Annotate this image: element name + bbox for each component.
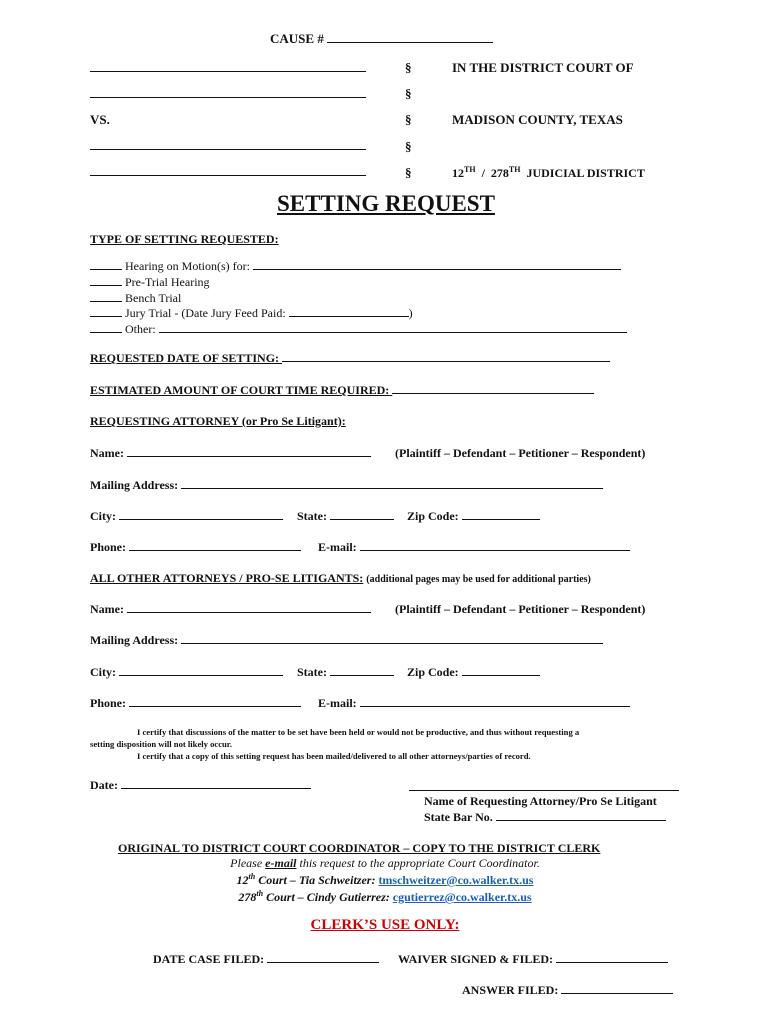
hearing-motion-field[interactable] [253, 259, 621, 270]
option-bench: Bench Trial [90, 291, 181, 306]
party-line-3[interactable] [90, 149, 366, 150]
oth-zip-field[interactable] [462, 665, 540, 676]
please-email-line: Please e-mail this request to the appropriate Court Coordinator. [230, 856, 540, 870]
req-email-field[interactable] [360, 540, 630, 551]
vs-label: VS. [90, 112, 110, 127]
other-field[interactable] [159, 322, 627, 333]
waiver-line: WAIVER SIGNED & FILED: [398, 952, 668, 967]
clerk-use-heading: CLERK’S USE ONLY: [310, 917, 460, 933]
option-other: Other: [90, 322, 627, 337]
court-12-email-link[interactable]: tmschweitzer@co.walker.tx.us [378, 873, 534, 887]
option-checkbox-line[interactable] [90, 306, 122, 317]
oth-mailing-field[interactable] [181, 633, 603, 644]
requesting-attorney-heading: REQUESTING ATTORNEY (or Pro Se Litigant): [90, 414, 346, 428]
court-line-2: MADISON COUNTY, TEXAS [452, 112, 623, 127]
req-name-field[interactable] [127, 446, 371, 457]
certify-line-1b: setting disposition will not likely occur. [90, 739, 232, 749]
court-278-contact: 278th Court – Cindy Gutierrez: cgutierrez@co.walker.tx.us [238, 889, 532, 904]
party-line-1[interactable] [90, 71, 366, 72]
signature-name-label: Name of Requesting Attorney/Pro Se Litigant [424, 794, 657, 808]
section-symbol: § [405, 86, 412, 101]
date-case-filed-line: DATE CASE FILED: [153, 952, 379, 967]
req-phone-field[interactable] [129, 540, 301, 551]
section-symbol: § [405, 112, 412, 127]
oth-zip-line: Zip Code: [407, 665, 540, 680]
req-zip-field[interactable] [462, 509, 540, 520]
option-pretrial: Pre-Trial Hearing [90, 275, 210, 290]
cause-number-field[interactable] [327, 32, 493, 43]
court-line-1: IN THE DISTRICT COURT OF [452, 60, 634, 75]
req-zip-line: Zip Code: [407, 509, 540, 524]
oth-name-field[interactable] [127, 602, 371, 613]
req-mailing-field[interactable] [181, 478, 603, 489]
requested-date-field[interactable] [282, 351, 610, 362]
oth-state-line: State: [297, 665, 394, 680]
type-setting-heading: TYPE OF SETTING REQUESTED: [90, 232, 279, 246]
oth-email-field[interactable] [360, 696, 630, 707]
option-checkbox-line[interactable] [90, 291, 122, 302]
req-email-line: E-mail: [318, 540, 630, 555]
oth-name-line: Name: [90, 602, 371, 617]
bar-number-field[interactable] [496, 810, 666, 821]
other-attorneys-heading-line: ALL OTHER ATTORNEYS / PRO-SE LITIGANTS: (additional pages may be used for additional parties) [90, 571, 591, 585]
answer-filed-field[interactable] [561, 983, 673, 994]
option-jury: Jury Trial - (Date Jury Feed Paid: ) [90, 306, 413, 321]
date-case-filed-field[interactable] [267, 952, 379, 963]
date-line: Date: [90, 778, 311, 793]
routing-heading: ORIGINAL TO DISTRICT COURT COORDINATOR – COPY TO THE DISTRICT CLERK [118, 841, 601, 855]
oth-city-line: City: [90, 665, 283, 680]
certify-line-1a: I certify that discussions of the matter to be set have been held or would not be productive, and thus without requesting a [137, 727, 580, 737]
req-city-field[interactable] [119, 509, 283, 520]
signature-line[interactable] [409, 790, 679, 791]
certify-line-2: I certify that a copy of this setting request has been mailed/delivered to all other attorneys/parties of record. [137, 751, 531, 761]
option-checkbox-line[interactable] [90, 259, 122, 270]
answer-filed-line: ANSWER FILED: [462, 983, 673, 998]
option-hearing: Hearing on Motion(s) for: [90, 259, 621, 274]
req-state-field[interactable] [330, 509, 394, 520]
req-mailing-line: Mailing Address: [90, 478, 603, 493]
cause-line [270, 31, 493, 47]
page-title: SETTING REQUEST [277, 191, 495, 216]
cause-label: CAUSE # [270, 31, 324, 46]
req-name-line: Name: [90, 446, 371, 461]
section-symbol: § [405, 60, 412, 75]
oth-phone-field[interactable] [129, 696, 301, 707]
req-phone-line: Phone: [90, 540, 301, 555]
date-field[interactable] [121, 778, 311, 789]
oth-city-field[interactable] [119, 665, 283, 676]
judicial-district: 12TH / 278TH JUDICIAL DISTRICT [452, 165, 645, 180]
option-checkbox-line[interactable] [90, 322, 122, 333]
section-symbol: § [405, 165, 412, 180]
oth-mailing-line: Mailing Address: [90, 633, 603, 648]
req-city-line: City: [90, 509, 283, 524]
oth-party-roles: (Plaintiff – Defendant – Petitioner – Respondent) [395, 602, 646, 616]
oth-state-field[interactable] [330, 665, 394, 676]
estimated-time-field[interactable] [392, 383, 594, 394]
bar-number-line: State Bar No. [424, 810, 666, 825]
party-line-4[interactable] [90, 175, 366, 176]
court-278-email-link[interactable]: cgutierrez@co.walker.tx.us [392, 890, 532, 904]
section-symbol: § [405, 139, 412, 154]
req-party-roles: (Plaintiff – Defendant – Petitioner – Respondent) [395, 446, 646, 460]
req-state-line: State: [297, 509, 394, 524]
waiver-field[interactable] [556, 952, 668, 963]
oth-phone-line: Phone: [90, 696, 301, 711]
estimated-time-line: ESTIMATED AMOUNT OF COURT TIME REQUIRED: [90, 383, 594, 398]
jury-fee-date-field[interactable] [289, 306, 409, 317]
party-line-2[interactable] [90, 97, 366, 98]
court-12-contact: 12th Court – Tia Schweitzer: tmschweitzer@co.walker.tx.us [236, 872, 534, 887]
requested-date-line: REQUESTED DATE OF SETTING: [90, 351, 610, 366]
option-checkbox-line[interactable] [90, 275, 122, 286]
oth-email-line: E-mail: [318, 696, 630, 711]
